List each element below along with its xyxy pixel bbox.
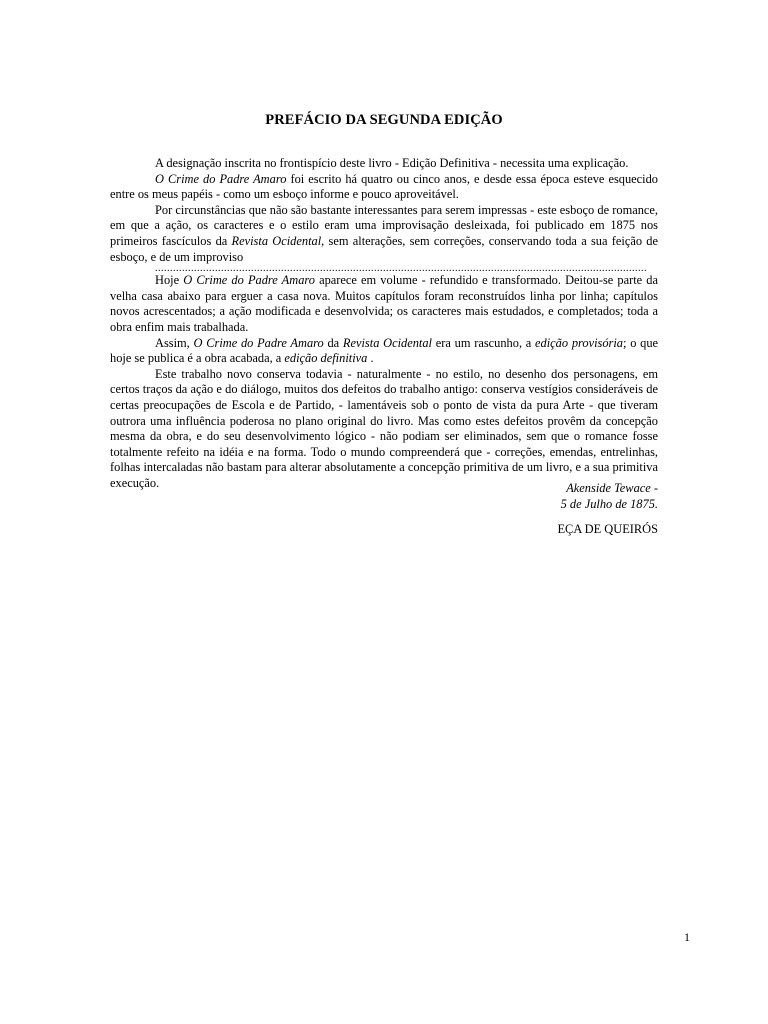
book-title-italic: O Crime do Padre Amaro xyxy=(183,273,315,288)
page-number: 1 xyxy=(684,930,690,944)
paragraph-6: Este trabalho novo conserva todavia - naturalmente - no estilo, no desenho dos personagens, em certos traços da ação e do diálogo, muitos dos defeitos do trabalho antigo: conserva vestígios consideráveis de certas preocupações de Escola e de Partido, - lamentáveis sob o ponto de vista da pura Arte - que tiveram outrora uma influência poderosa no plano original do livro. Mas como estes defeitos provêm da concepção mesma da obra, e do seu desenvolvimento lógico - não podiam ser eliminados, sem que o romance fosse totalmente refeito na idéia e na forma. Todo o mundo compreenderá que - correções, emendas, entrelinhas, folhas intercaladas não bastam para alterar absolutamente a concepção primitiva de um livro, e a sua primitiva execução. xyxy=(110,366,658,490)
book-title-italic: O Crime do Padre Amaro xyxy=(155,171,287,186)
signature-date: 5 de Julho de 1875. xyxy=(560,496,658,511)
paragraph-3-text-a: Por circunstâncias que não são bastante interessantes para serem impressas - este esboço de romance, em que a ação, os caracteres e o estilo eram uma improvisação desleixada, foi publicado em 1875 nos primeiros fascículos da xyxy=(110,202,658,248)
journal-title-italic: Revista Ocidental xyxy=(342,335,433,350)
page-title: PREFÁCIO DA SEGUNDA EDIÇÃO xyxy=(265,112,503,128)
author-name: EÇA DE QUEIRÓS xyxy=(557,522,658,536)
paragraph-2-text: foi escrito há quatro ou cinco anos, e desde essa época esteve esquecido entre os meus papéis - como um esboço informe e pouco aproveitável. xyxy=(110,171,658,202)
paragraph-5 xyxy=(110,336,658,367)
signature-block xyxy=(561,481,658,512)
paragraph-5-text-c: da xyxy=(323,335,343,350)
paragraph-2 xyxy=(110,172,658,203)
paragraph-5-text-g: ; o que hoje se publica é a obra acabada, a xyxy=(110,335,659,366)
paragraph-4-text-c: aparece em volume - refundido e transformado. Deitou-se parte da velha casa abaixo para erguer a casa nova. Muitos capítulos foram reconstruídos linha por linha; capítulos novos acrescentados; a ação modificada e desenvolvida; os caracteres mais estudados, e completados; toda a obra enfim mais trabalhada. xyxy=(110,273,659,334)
paragraph-3 xyxy=(110,203,658,265)
book-title-italic: O Crime do Padre Amaro xyxy=(193,335,324,350)
signature-place: Akenside Tewace - xyxy=(566,481,658,495)
paragraph-3-text-c: , sem alterações, sem correções, conservando toda a sua feição de esboço, e de um improviso xyxy=(110,233,658,264)
paragraph-1: A designação inscrita no frontispício deste livro - Edição Definitiva - necessita uma explicação. xyxy=(155,156,629,170)
paragraph-5-text-e: era um rascunho, a xyxy=(432,335,536,350)
paragraph-4 xyxy=(110,273,658,335)
paragraph-5-text-i: . xyxy=(367,351,374,366)
paragraph-4-text-a: Hoje xyxy=(155,273,184,288)
preface-body xyxy=(110,156,658,491)
provisional-edition-italic: edição provisória xyxy=(535,335,623,350)
definitive-edition-italic: edição definitiva xyxy=(284,351,368,366)
paragraph-5-text-a: Assim, xyxy=(155,335,194,350)
journal-title-italic: Revista Ocidental xyxy=(231,233,322,248)
ellipsis-line: .................................................................................................................................................................... xyxy=(155,265,647,274)
